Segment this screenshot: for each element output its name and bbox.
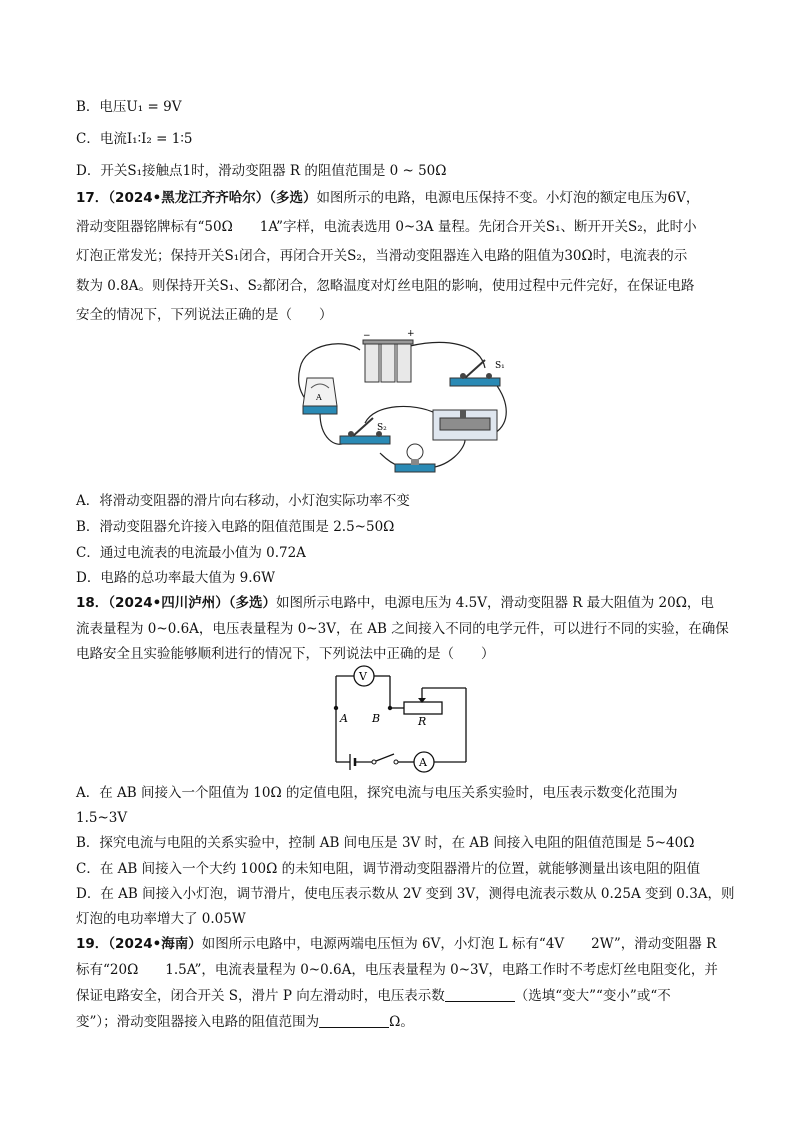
q18-option-c: C．在 AB 间接入一个大约 100Ω 的未知电阻，调节滑动变阻器滑片的位置，就能够测量出该电阻的阻值 — [76, 861, 701, 877]
q17-stem-line-1 — [76, 189, 699, 207]
q16-option-c: C．电流I₁∶I₂ = 1∶5 — [76, 131, 193, 147]
q19-stem-line-4 — [76, 1013, 414, 1031]
rheostat-label: R — [418, 715, 427, 728]
q18-option-d-line-1: D．在 AB 间接入小灯泡，调节滑片，使电压表示数从 2V 变到 3V，测得电流表示数从 0.25A 变到 0.3A，则 — [76, 886, 735, 902]
q19-stem-line-2: 标有“20Ω 1.5A”，电流表量程为 0~0.6A，电压表量程为 0~3V，电路工作时不考虑灯丝电阻变化，并 — [76, 962, 718, 978]
q17-text: 如图所示的电路，电源电压保持不变。小灯泡的额定电压为6V， — [316, 190, 700, 206]
switch-s1-icon — [450, 360, 505, 386]
svg-text:−: − — [363, 331, 371, 341]
q17-stem-line-4: 数为 0.8A。则保持开关S₁、S₂都闭合，忽略温度对灯丝电阻的影响，使用过程中元件完好，在保证电路 — [76, 278, 695, 294]
rheostat-symbol — [404, 702, 442, 714]
q18-option-b: B．探究电流与电阻的关系实验中，控制 AB 间电压是 3V 时，在 AB 间接入电阻的阻值范围是 5~40Ω — [76, 835, 695, 851]
q16-option-b: B．电压U₁ = 9V — [76, 99, 182, 115]
q19-stem-line-1 — [76, 935, 716, 953]
q17-circuit-figure — [285, 328, 525, 478]
q18-stem-line-3: 电路安全且实验能够顺利进行的情况下，下列说法中正确的是（ ） — [76, 646, 495, 662]
q19-text-3b: （选填“变大”“变小”或“不 — [514, 988, 671, 1004]
terminal-a-label: A — [340, 712, 348, 725]
bulb-icon — [395, 444, 435, 472]
q18-option-d-line-2: 灯泡的电功率增大了 0.05W — [76, 911, 246, 927]
q17-stem-line-3: 灯泡正常发光；保持开关S₁闭合，再闭合开关S₂，当滑动变阻器连入电路的阻值为30Ω时，电流表的示 — [76, 248, 688, 264]
ammeter-icon — [303, 378, 337, 414]
q18-option-a-line-2: 1.5~3V — [76, 810, 128, 826]
q17-stem-line-2: 滑动变阻器铭牌标有“50Ω 1A”字样，电流表选用 0~3A 量程。先闭合开关S₁、断开开关S₂，此时小 — [76, 219, 697, 235]
q17-source: （2024•黑龙江齐齐哈尔）（多选） — [108, 190, 317, 206]
q19-stem-line-3 — [76, 987, 671, 1005]
voltmeter-label: V — [359, 670, 367, 683]
terminal-b-label: B — [372, 712, 381, 725]
q19-text-4a: 变”）；滑动变阻器接入电路的阻值范围为 — [76, 1014, 320, 1030]
q17-option-b: B．滑动变阻器允许接入电路的阻值范围是 2.5~50Ω — [76, 519, 395, 535]
q19-text-4b: Ω。 — [389, 1014, 414, 1030]
q17-option-c: C．通过电流表的电流最小值为 0.72A — [76, 545, 306, 561]
q18-text: 如图所示电路中，电源电压为 4.5V，滑动变阻器 R 最大阻值为 20Ω，电 — [276, 595, 714, 611]
battery-pack-icon — [363, 329, 415, 382]
q19-number: 19． — [76, 936, 109, 952]
q18-stem-line-1 — [76, 594, 714, 612]
q17-number: 17． — [76, 190, 109, 206]
svg-text:S₂: S₂ — [377, 423, 387, 433]
ammeter-label: A — [419, 756, 427, 769]
svg-text:+: + — [407, 329, 415, 339]
q19-answer-blank-2[interactable] — [319, 1013, 389, 1028]
q19-text: 如图所示电路中，电源两端电压恒为 6V，小灯泡 L 标有“4V 2W”，滑动变阻器 R — [201, 936, 717, 952]
svg-text:A: A — [316, 393, 322, 402]
q19-text-3a: 保证电路安全，闭合开关 S，滑片 P 向左滑动时，电压表示数 — [76, 988, 445, 1004]
rheostat-icon — [433, 410, 497, 440]
q17-option-a: A．将滑动变阻器的滑片向右移动，小灯泡实际功率不变 — [76, 493, 410, 509]
q19-answer-blank-1[interactable] — [445, 987, 515, 1002]
q17-option-d: D．电路的总功率最大值为 9.6W — [76, 570, 275, 586]
q16-option-d: D．开关S₁接触点1时，滑动变阻器 R 的阻值范围是 0 ~ 50Ω — [76, 163, 447, 179]
q18-number: 18． — [76, 595, 109, 611]
q18-circuit-diagram — [322, 664, 472, 776]
q18-option-a-line-1: A．在 AB 间接入一个阻值为 10Ω 的定值电阻，探究电流与电压关系实验时，电压表示数变化范围为 — [76, 785, 678, 801]
q18-stem-line-2: 流表量程为 0~0.6A，电压表量程为 0~3V，在 AB 之间接入不同的电学元件，可以进行不同的实验，在确保 — [76, 621, 729, 637]
q19-source: （2024•海南） — [108, 936, 202, 952]
svg-text:S₁: S₁ — [495, 361, 505, 371]
q17-stem-line-5: 安全的情况下，下列说法正确的是（ ） — [76, 307, 333, 323]
q18-source: （2024•四川泸州）（多选） — [108, 595, 276, 611]
